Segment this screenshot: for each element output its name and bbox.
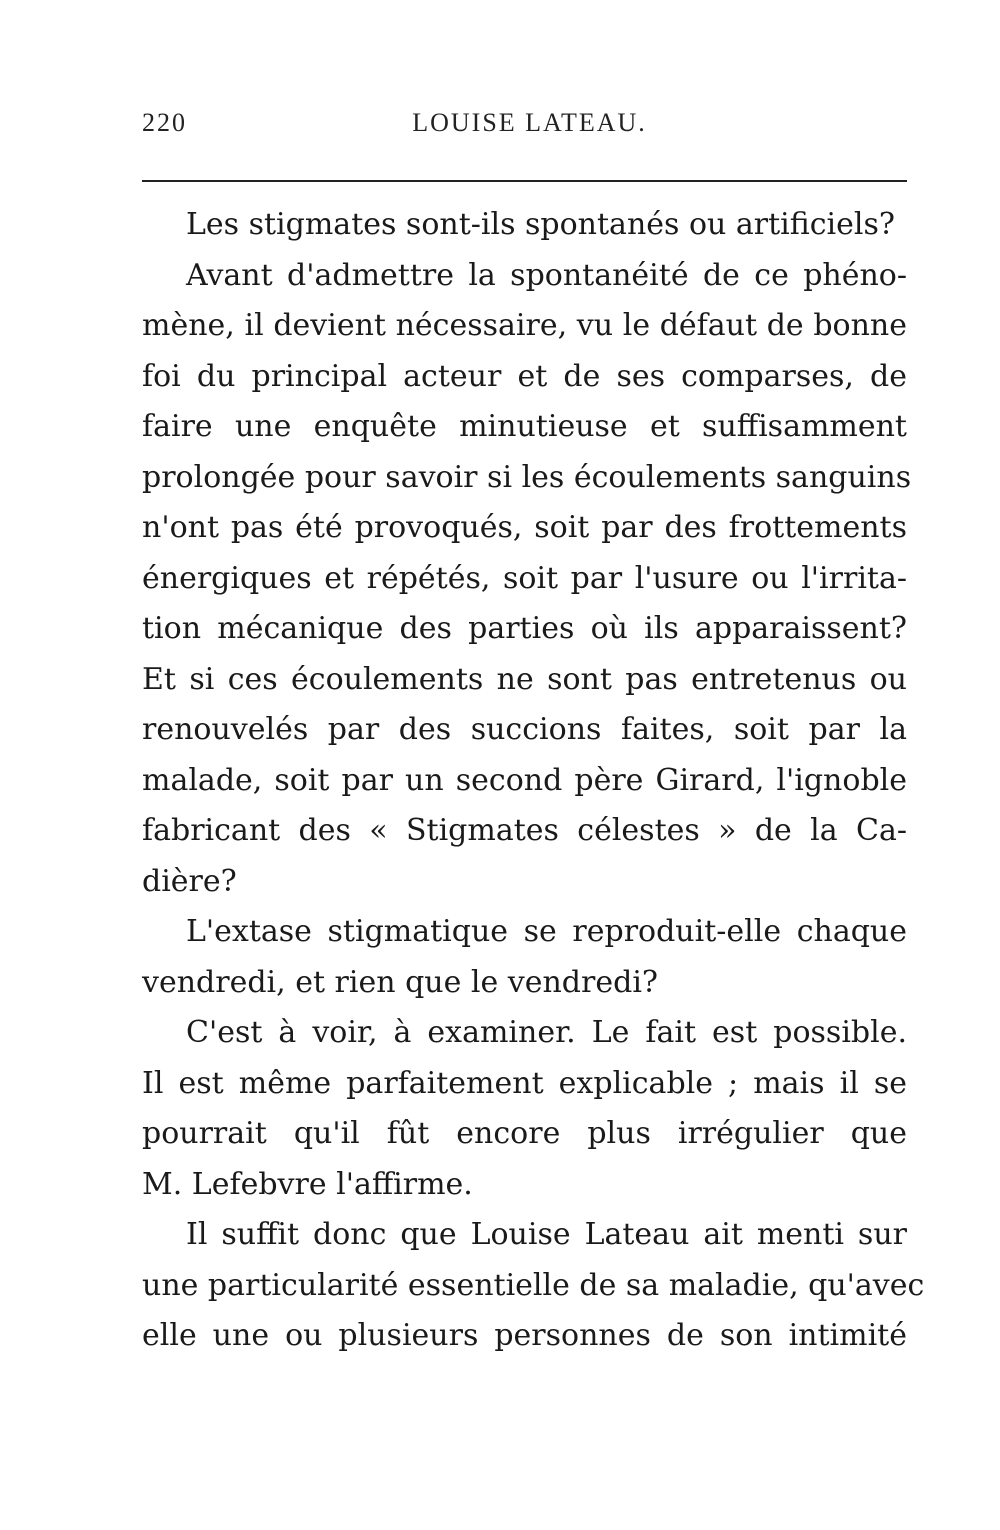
text-line: Les stigmates sont-ils spontanés ou artificiels?	[186, 207, 895, 242]
text-line: renouvelés par des succions faites, soit par la	[142, 712, 907, 747]
header-rule	[142, 180, 907, 182]
text-line: dière?	[142, 863, 237, 899]
text-line: pourrait qu'il fût encore plus irrégulier que	[142, 1116, 907, 1151]
text-line: faire une enquête minutieuse et suffisamment	[142, 409, 907, 444]
text-line: Avant d'admettre la spontanéité de ce phéno-	[186, 257, 907, 293]
text-line: tion mécanique des parties où ils apparaissent?	[142, 611, 907, 646]
text-line: énergiques et répétés, soit par l'usure ou l'irrita-	[142, 560, 907, 596]
text-line: C'est à voir, à examiner. Le fait est possible.	[186, 1015, 907, 1050]
text-line: prolongée pour savoir si les écoulements sanguins	[142, 459, 912, 495]
text-line: foi du principal acteur et de ses comparses, de	[142, 358, 907, 394]
text-line: Il suffit donc que Louise Lateau ait menti sur	[186, 1217, 907, 1252]
text-line: n'ont pas été provoqués, soit par des frottements	[142, 510, 907, 545]
running-head	[142, 108, 907, 148]
text-line: L'extase stigmatique se reproduit-elle chaque	[186, 914, 907, 949]
paragraph	[142, 200, 907, 251]
text-line: M. Lefebvre l'affirme.	[142, 1166, 473, 1202]
paragraph	[142, 907, 907, 1008]
text-line: vendredi, et rien que le vendredi?	[142, 964, 658, 1000]
running-title: LOUISE LATEAU.	[412, 108, 647, 137]
text-line: une particularité essentielle de sa maladie, qu'avec	[142, 1267, 925, 1303]
text-line: Il est même parfaitement explicable ; mais il se	[142, 1065, 907, 1101]
text-line: fabricant des « Stigmates célestes » de la Ca-	[142, 813, 907, 848]
body-text	[142, 200, 925, 1362]
text-line: mène, il devient nécessaire, vu le défaut de bonne	[142, 308, 907, 343]
paragraph	[142, 1210, 925, 1362]
page-number: 220	[142, 108, 187, 137]
text-line: Et si ces écoulements ne sont pas entretenus ou	[142, 661, 907, 697]
text-line: malade, soit par un second père Girard, l'ignoble	[142, 762, 907, 798]
paragraph	[142, 1008, 907, 1210]
paragraph	[142, 251, 912, 908]
text-line: elle une ou plusieurs personnes de son intimité	[142, 1318, 907, 1353]
